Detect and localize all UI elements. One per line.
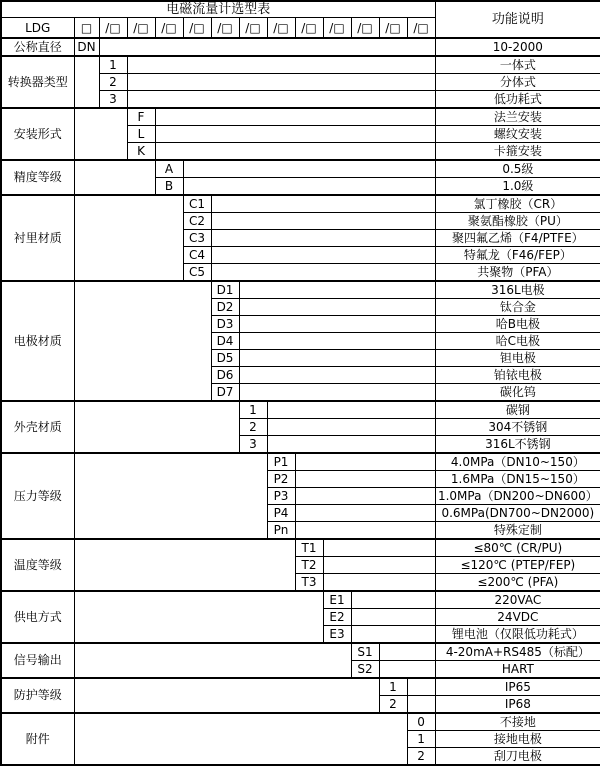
empty-cell <box>74 713 407 765</box>
empty-cell <box>74 678 379 713</box>
option-code-cell: C3 <box>183 230 211 247</box>
page-title: 电磁流量计选型表 <box>1 1 435 18</box>
option-code-cell: P3 <box>267 488 295 505</box>
option-code-cell: D4 <box>211 333 239 350</box>
option-code-cell: 3 <box>99 91 127 109</box>
function-desc-cell: 1.6MPa（DN15~150） <box>435 471 600 488</box>
function-desc-cell: 4-20mA+RS485（标配） <box>435 643 600 661</box>
function-desc-cell: 碳化钨 <box>435 384 600 402</box>
empty-cell <box>74 195 183 281</box>
option-code-cell: DN <box>74 38 99 56</box>
empty-cell <box>267 401 435 419</box>
category-label-lining-material: 衬里材质 <box>1 195 74 281</box>
function-desc-cell: 0.6MPa(DN700~DN2000) <box>435 505 600 522</box>
function-desc-cell: 共聚物（PFA） <box>435 264 600 282</box>
empty-cell <box>183 160 435 178</box>
function-desc-cell: 316L电极 <box>435 281 600 299</box>
option-code-cell: T1 <box>295 539 323 557</box>
empty-cell <box>127 74 435 91</box>
category-label-power-supply: 供电方式 <box>1 591 74 643</box>
option-code-cell: P1 <box>267 453 295 471</box>
option-code-cell: T2 <box>295 557 323 574</box>
empty-cell <box>211 230 435 247</box>
empty-cell <box>323 557 435 574</box>
option-code-cell: C5 <box>183 264 211 282</box>
category-label-pressure-rating: 压力等级 <box>1 453 74 539</box>
empty-cell <box>211 213 435 230</box>
option-code-cell: P2 <box>267 471 295 488</box>
option-code-cell: 2 <box>99 74 127 91</box>
function-desc-cell: 锂电池（仅限低功耗式） <box>435 626 600 644</box>
model-prefix: LDG <box>1 18 74 39</box>
empty-cell <box>74 539 295 591</box>
function-desc-cell: 220VAC <box>435 591 600 609</box>
function-desc-cell: 4.0MPa（DN10~150） <box>435 453 600 471</box>
option-code-cell: E3 <box>323 626 351 644</box>
category-label-protection-rating: 防护等级 <box>1 678 74 713</box>
option-code-cell: K <box>127 143 155 161</box>
empty-cell <box>239 333 435 350</box>
empty-cell <box>74 591 323 643</box>
code-slot-cell: /□ <box>379 18 407 39</box>
empty-cell <box>407 696 435 714</box>
function-desc-cell: 0.5级 <box>435 160 600 178</box>
category-label-electrode-material: 电极材质 <box>1 281 74 401</box>
empty-cell <box>239 316 435 333</box>
option-code-cell: D3 <box>211 316 239 333</box>
category-label-accessories: 附件 <box>1 713 74 765</box>
code-slot-cell: /□ <box>99 18 127 39</box>
empty-cell <box>295 488 435 505</box>
empty-cell <box>74 160 155 195</box>
function-desc-cell: 氯丁橡胶（CR） <box>435 195 600 213</box>
option-code-cell: B <box>155 178 183 196</box>
function-desc-cell: 聚四氟乙烯（F4/PTFE） <box>435 230 600 247</box>
empty-cell <box>351 626 435 644</box>
option-code-cell: 3 <box>239 436 267 454</box>
empty-cell <box>127 91 435 109</box>
empty-cell <box>239 281 435 299</box>
option-code-cell: S2 <box>351 661 379 679</box>
category-label-accuracy: 精度等级 <box>1 160 74 195</box>
code-slot-cell: /□ <box>351 18 379 39</box>
function-desc-cell: HART <box>435 661 600 679</box>
code-slot-cell: /□ <box>407 18 435 39</box>
code-box-cell: □ <box>74 18 99 39</box>
option-code-cell: P4 <box>267 505 295 522</box>
empty-cell <box>379 643 435 661</box>
category-label-installation: 安装形式 <box>1 108 74 160</box>
option-code-cell: 1 <box>99 56 127 74</box>
function-desc-cell: 304不锈钢 <box>435 419 600 436</box>
option-code-cell: 2 <box>407 748 435 766</box>
empty-cell <box>295 505 435 522</box>
function-desc-cell: 钽电极 <box>435 350 600 367</box>
empty-cell <box>295 453 435 471</box>
function-desc-cell: 低功耗式 <box>435 91 600 109</box>
option-code-cell: C2 <box>183 213 211 230</box>
function-desc-cell: 铂铱电极 <box>435 367 600 384</box>
empty-cell <box>295 522 435 540</box>
empty-cell <box>155 143 435 161</box>
function-desc-cell: 不接地 <box>435 713 600 731</box>
option-code-cell: C1 <box>183 195 211 213</box>
code-slot-cell: /□ <box>323 18 351 39</box>
function-desc-cell: IP68 <box>435 696 600 714</box>
empty-cell <box>74 401 239 453</box>
option-code-cell: D7 <box>211 384 239 402</box>
function-desc-cell: IP65 <box>435 678 600 696</box>
empty-cell <box>267 419 435 436</box>
function-desc-cell: 刮刀电极 <box>435 748 600 766</box>
code-slot-cell: /□ <box>211 18 239 39</box>
function-desc-cell: 1.0级 <box>435 178 600 196</box>
option-code-cell: D5 <box>211 350 239 367</box>
category-label-housing-material: 外壳材质 <box>1 401 74 453</box>
function-desc-cell: ≤200℃ (PFA) <box>435 574 600 592</box>
option-code-cell: F <box>127 108 155 126</box>
function-column-header: 功能说明 <box>435 1 600 38</box>
category-label-converter-type: 转换器类型 <box>1 56 74 108</box>
code-slot-cell: /□ <box>295 18 323 39</box>
category-label-signal-output: 信号输出 <box>1 643 74 678</box>
empty-cell <box>239 384 435 402</box>
category-label-temperature-rating: 温度等级 <box>1 539 74 591</box>
function-desc-cell: 特氟龙（F46/FEP） <box>435 247 600 264</box>
empty-cell <box>74 108 127 160</box>
empty-cell <box>267 436 435 454</box>
option-code-cell: Pn <box>267 522 295 540</box>
option-code-cell: 1 <box>407 731 435 748</box>
function-desc-cell: ≤80℃ (CR/PU) <box>435 539 600 557</box>
empty-cell <box>74 643 351 678</box>
category-label-nominal-diameter: 公称直径 <box>1 38 74 56</box>
function-desc-cell: 卡箍安装 <box>435 143 600 161</box>
function-desc-cell: 接地电极 <box>435 731 600 748</box>
function-desc-cell: 10-2000 <box>435 38 600 56</box>
function-desc-cell: 碳钢 <box>435 401 600 419</box>
empty-cell <box>183 178 435 196</box>
empty-cell <box>379 661 435 679</box>
code-slot-cell: /□ <box>239 18 267 39</box>
function-desc-cell: 法兰安装 <box>435 108 600 126</box>
empty-cell <box>127 56 435 74</box>
function-desc-cell: 钛合金 <box>435 299 600 316</box>
option-code-cell: 1 <box>239 401 267 419</box>
function-desc-cell: 24VDC <box>435 609 600 626</box>
empty-cell <box>323 539 435 557</box>
option-code-cell: D2 <box>211 299 239 316</box>
code-slot-cell: /□ <box>127 18 155 39</box>
option-code-cell: D6 <box>211 367 239 384</box>
empty-cell <box>155 108 435 126</box>
option-code-cell: 1 <box>379 678 407 696</box>
function-desc-cell: 聚氨酯橡胶（PU） <box>435 213 600 230</box>
empty-cell <box>99 38 435 56</box>
option-code-cell: 2 <box>239 419 267 436</box>
empty-cell <box>239 367 435 384</box>
code-slot-cell: /□ <box>155 18 183 39</box>
option-code-cell: T3 <box>295 574 323 592</box>
empty-cell <box>239 350 435 367</box>
option-code-cell: E1 <box>323 591 351 609</box>
empty-cell <box>211 247 435 264</box>
code-slot-cell: /□ <box>183 18 211 39</box>
empty-cell <box>211 195 435 213</box>
empty-cell <box>74 56 99 108</box>
option-code-cell: D1 <box>211 281 239 299</box>
empty-cell <box>407 678 435 696</box>
option-code-cell: L <box>127 126 155 143</box>
empty-cell <box>351 609 435 626</box>
option-code-cell: E2 <box>323 609 351 626</box>
option-code-cell: C4 <box>183 247 211 264</box>
function-desc-cell: 哈C电极 <box>435 333 600 350</box>
function-desc-cell: 1.0MPa（DN200~DN600） <box>435 488 600 505</box>
function-desc-cell: ≤120℃ (PTEP/FEP) <box>435 557 600 574</box>
empty-cell <box>74 281 211 401</box>
function-desc-cell: 分体式 <box>435 74 600 91</box>
function-desc-cell: 螺纹安装 <box>435 126 600 143</box>
function-desc-cell: 特殊定制 <box>435 522 600 540</box>
option-code-cell: S1 <box>351 643 379 661</box>
empty-cell <box>211 264 435 282</box>
code-slot-cell: /□ <box>267 18 295 39</box>
empty-cell <box>239 299 435 316</box>
empty-cell <box>155 126 435 143</box>
function-desc-cell: 316L不锈钢 <box>435 436 600 454</box>
empty-cell <box>74 453 267 539</box>
option-code-cell: 2 <box>379 696 407 714</box>
empty-cell <box>295 471 435 488</box>
function-desc-cell: 哈B电极 <box>435 316 600 333</box>
option-code-cell: 0 <box>407 713 435 731</box>
function-desc-cell: 一体式 <box>435 56 600 74</box>
empty-cell <box>351 591 435 609</box>
option-code-cell: A <box>155 160 183 178</box>
empty-cell <box>323 574 435 592</box>
